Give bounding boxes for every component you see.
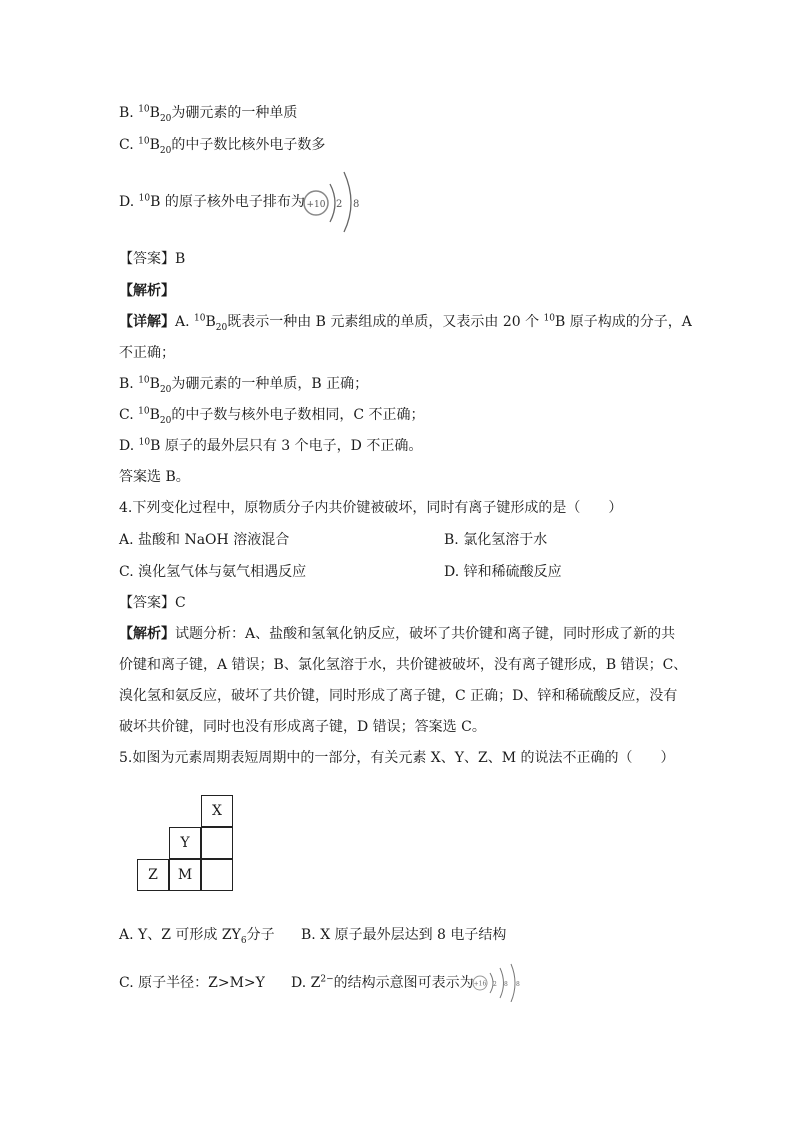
svg-text:2: 2 [493, 981, 497, 988]
q3-option-b: B. $^{10}B_{20}$为硼元素的一种单质 [119, 104, 298, 124]
q3-analysis-heading: 【解析】 [119, 283, 175, 299]
svg-text:8: 8 [504, 981, 508, 988]
q3-option-d: D. $^{10}$B 的原子核外电子排布为 [119, 193, 305, 210]
q5-option-a: A. Y、Z 可形成 $ZY_6$分子 [119, 927, 275, 946]
q3-conclusion: 答案选 B。 [119, 469, 190, 485]
svg-text:8: 8 [516, 981, 520, 988]
q4-option-a: A. 盐酸和 NaOH 溶液混合 [119, 532, 290, 548]
q4-analysis-line-2: 价键和离子键，A 错误；B、氯化氢溶于水，共价键被破坏，没有离子键形成，B 错误；C、 [119, 657, 688, 673]
q4-answer: 【答案】C [119, 595, 186, 611]
q4-option-d: D. 锌和稀硫酸反应 [444, 564, 562, 580]
cell-empty-2 [201, 859, 233, 891]
q3-detail-d: D. $^{10}$B 原子的最外层只有 3 个电子，D 不正确。 [119, 437, 423, 454]
q3-detail-a-cont: 不正确； [119, 345, 175, 361]
q3-option-c: C. $^{10}B_{20}$的中子数比核外电子数多 [119, 136, 326, 156]
cell-y: Y [169, 827, 201, 859]
q4-analysis-line-4: 破坏共价键，同时也没有形成离子键，D 错误；答案选 C。 [119, 719, 486, 735]
q4-option-c: C. 溴化氢气体与氨气相遇反应 [119, 564, 307, 580]
q3-detail-a: 【详解】A. $^{10}B_{20}$既表示一种由 B 元素组成的单质，又表示由 20 个 $^{10}$B 原子构成的分子，A [119, 313, 692, 333]
cell-m: M [169, 859, 201, 891]
cell-z: Z [137, 859, 169, 891]
svg-text:+16: +16 [473, 980, 487, 988]
svg-text:8: 8 [353, 199, 360, 210]
q4-option-b: B. 氯化氢溶于水 [444, 532, 548, 548]
q5-option-d: D. $Z^{2-}$的结构示意图可表示为 [291, 974, 474, 991]
q5-option-c: C. 原子半径：Z>M>Y [119, 975, 265, 991]
q4-analysis-line-3: 溴化氢和氨反应，破坏了共价键，同时形成了离子键，C 正确；D、锌和稀硫酸反应，没有 [119, 688, 678, 704]
q3-detail-c: C. $^{10}B_{20}$的中子数与核外电子数相同，C 不正确； [119, 406, 425, 426]
q4-stem: 4.下列变化过程中，原物质分子内共价键被破坏，同时有离子键形成的是（ ） [119, 500, 623, 516]
q4-analysis-line-1: 【解析】试题分析：A、盐酸和氢氧化钠反应，破坏了共价键和离子键，同时形成了新的共 [119, 626, 676, 642]
svg-text:+10: +10 [306, 200, 326, 210]
svg-text:2: 2 [336, 199, 343, 210]
q3-answer: 【答案】B [119, 251, 186, 267]
cell-x: X [201, 795, 233, 827]
q5-stem: 5.如图为元素周期表短周期中的一部分，有关元素 X、Y、Z、M 的说法不正确的（ ） [119, 750, 675, 766]
cell-empty-1 [201, 827, 233, 859]
q3-detail-b: B. $^{10}B_{20}$为硼元素的一种单质，B 正确； [119, 375, 369, 395]
ion-structure-diagram-z [470, 962, 532, 1002]
atom-structure-diagram-ne [298, 166, 368, 236]
q5-option-b: B. X 原子最外层达到 8 电子结构 [301, 927, 507, 943]
